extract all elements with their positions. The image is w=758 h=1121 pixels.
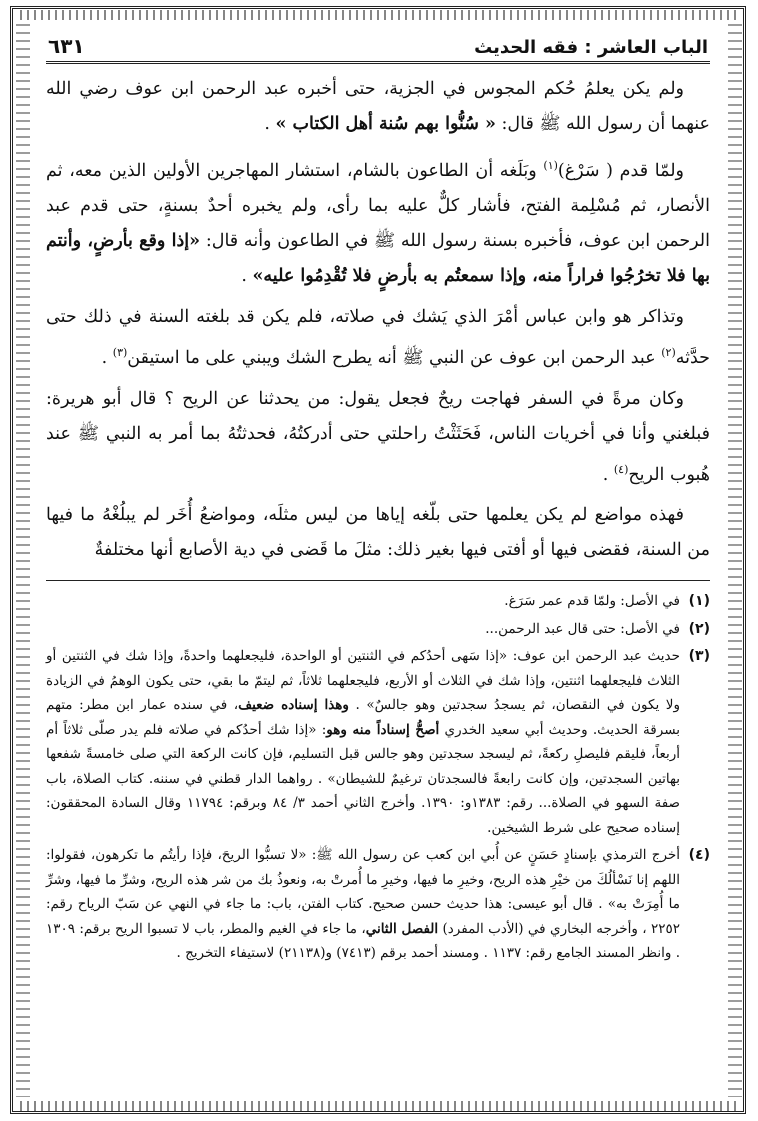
footnote-number: (٣) [688, 648, 710, 665]
footnote-4 [46, 843, 710, 966]
page-number: ٦٣١ [48, 34, 85, 58]
p4-text: وكان مرةً في السفر فهاجت ريحٌ فجعل يقول: من يحدثنا عن الريح ؟ قال أبو هريرة: فبلغني وأنا في أخريات الناس، فَحَثَثْتُ راحلتي حتى أدركتُهُ، فحدثتُهُ بما أمر به النبي ﷺ عند هُبوب الريح [46, 388, 710, 485]
footnote-number: (٤) [688, 847, 710, 864]
footnote-text: في الأصل: حتى قال عبد الرحمن... [485, 620, 680, 637]
paragraph-3 [46, 300, 710, 376]
footnote-2 [46, 617, 710, 642]
paragraph-2 [46, 148, 710, 294]
p1-hadith: « سُنُّوا بهم سُنة أهل الكتاب » [275, 114, 496, 134]
top-ornament [20, 10, 738, 20]
footnote-1 [46, 589, 710, 614]
footnote-separator [46, 580, 710, 581]
bottom-ornament [20, 1101, 738, 1111]
footnote-number: (١) [688, 593, 710, 610]
chapter-title: الباب العاشر : فقه الحديث [474, 37, 708, 58]
page-content [46, 30, 710, 1091]
paragraph-4 [46, 382, 710, 493]
footnote-ref-2[interactable]: (٢) [661, 345, 676, 359]
running-header [46, 30, 710, 64]
main-text [46, 72, 710, 568]
p2-text-cont: وبَلَغه أن الطاعون بالشام، استشار المهاجرين الأولين الذين معه، ثم الأنصار، ثم مُسْلِمة الفتح، فأشار كلٌّ عليه بما رأى، ولم يخبره أحدٌ بسنةٍ، حتى قدم عبد الرحمن ابن عوف، فأخبره بسنة رسول الله ﷺ في الطاعون وأنه قال: [46, 160, 710, 251]
footnote-text: أخرج الترمذي بإسنادٍ حَسَنٍ عن أُبي ابن كعب عن رسول الله ﷺ: «لا تسبُّوا الريحَ، فإذا رأيتُم ما تكرهون، فقولوا: اللهم إنا نَسْألُكَ من خيْرِ هذه الريح، وخيرِ ما فيها، وخيرِ ما أُمرتْ به، ونعوذُ بك من شر هذه الريح، وشرِّ ما فيها، وشرِّ ما أُمِرَتْ به» . قال أبو عيسى: هذا حديث حسن صحيح. كتاب الفتن، باب: ما جاء في النهي عن سَبّ الرياح رقم: ٢٢٥٢ ، وأخرجه البخاري في (الأدب المفرد) الفصل الثاني، ما جاء في الغيم والمطر، باب لا تسبوا الريح برقم: ١٣٠٩ . وانظر المسند الجامع رقم: ١١٣٧ . ومسند أحمد برقم (٧٤١٣) و(٢١١٣٨) لاستيفاء التخريج . [46, 847, 680, 962]
p3-end: . [101, 347, 113, 368]
left-ornament [16, 24, 30, 1097]
footnote-text: في الأصل: ولمّا قدم عمر سَرَغ. [504, 593, 680, 610]
footnote-ref-3[interactable]: (٣) [112, 345, 128, 359]
p2-end: . [241, 265, 253, 286]
footnote-3 [46, 644, 710, 840]
p3-text: وتذاكر هو وابن عباس أمْرَ الذي يَشك في صلاته، فلم يكن قد بلغته السنة في ذلك حتى حدَّثه [46, 306, 710, 368]
p1-text: ولم يكن يعلمُ حُكم المجوس في الجزية، حتى أخبره عبد الرحمن ابن عوف رضي الله عنهما أن رسول الله ﷺ قال: [46, 79, 710, 134]
p2-hadith: «إذا وقع بأرضٍ، وأنتم بها فلا تخرُجُوا فراراً منه، وإذا سمعتُم به بأرضٍ فلا تُقْدِمُوا عليه» [46, 230, 710, 286]
p3-text-cont: عبد الرحمن ابن عوف عن النبي ﷺ أنه يطرح الشك ويبني على ما استيقن [127, 347, 662, 368]
paragraph-1 [46, 72, 710, 142]
p1-end: . [264, 114, 276, 134]
p4-end: . [602, 464, 614, 485]
footnote-number: (٢) [688, 620, 710, 637]
footnotes [46, 589, 710, 966]
right-ornament [728, 24, 742, 1097]
p2-text: ولمّا قدم ( سَرْغ) [557, 160, 684, 181]
footnote-ref-1[interactable]: (١) [543, 159, 558, 172]
paragraph-5: فهذه مواضع لم يكن يعلمها حتى بلّغه إياها من ليس مثلَه، ومواضعُ أُخَر لم يبلُغْهُ ما فيها من السنة، فقضى فيها أو أفتى فيها بغير ذلك: مثلَ ما قَضى في دية الأصابع أنها مختلفةٌ [46, 505, 710, 561]
footnote-ref-4[interactable]: (٤) [613, 462, 629, 476]
footnote-text: حديث عبد الرحمن ابن عوف: «إذا سَهى أحدُكم في الثنتين أو الواحدة، فليجعلهما واحدةً، وإذا شك في الثنتين أو الثلاث فليجعلهما اثنتين، وإذا شك في الثلاث أو الأربع، فليجعلهما ثلاثاً، ثم ليتمّ ما بقي، حتى يكون الوهمُ في الزيادة ولا يكون في النقصان، ثم يسجدُ سجدتين وهو جالسٌ» . وهذا إسناده ضعيف، في سنده عمار ابن مطر: متهم بسرقة الحديث. وحديث أبي سعيد الخدري أصحُّ إسناداً منه وهو: «إذا شك أحدُكم في صلاته فلم يدر صلّى ثلاثاً أم أربعاً، فليقم فليصلِ ركعةً، ثم ليسجد سجدتين وهو جالس قبل التسليم، فإن كانت الركعة التي صلى خامسةً شفعها بهاتين السجدتين، وإن كانت رابعةً فالسجدتان ترغيمٌ للشيطان» . رواهما الدار قطني في سننه. كتاب الصلاة، باب صفة السهو في الصلاة... رقم: ١٣٨٣و: ١٣٩٠. وأخرج الثاني أحمد ٣/ ٨٤ وبرقم: ١١٧٩٤ وقال السادة المحققون: إسناده صحيح على شرط الشيخين. [46, 648, 681, 836]
